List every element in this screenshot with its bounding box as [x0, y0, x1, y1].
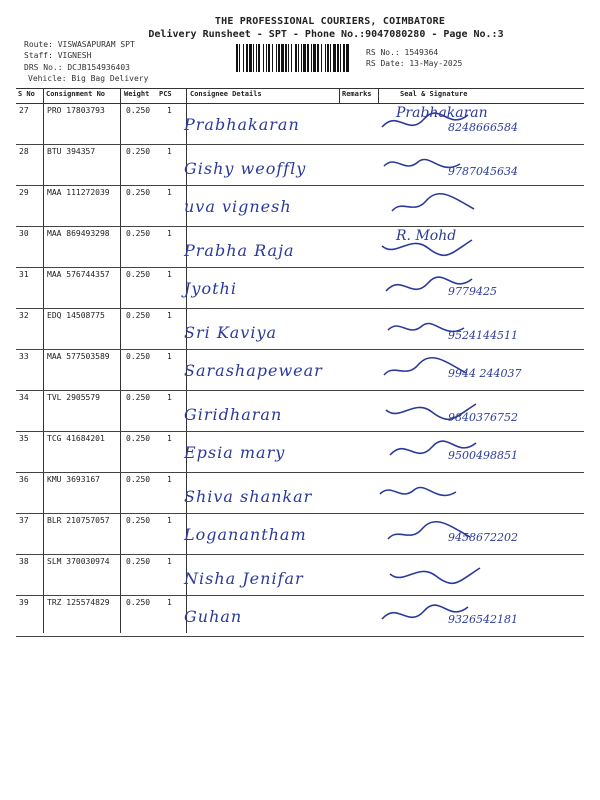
- col-consignee: Consignee Details: [190, 90, 262, 98]
- barcode-bar: [272, 44, 273, 72]
- col-sno: S No: [18, 90, 35, 98]
- consignment-number: MAA 577503589: [47, 352, 110, 361]
- barcode-bar: [321, 44, 322, 72]
- signature-phone: 8248666584: [448, 121, 518, 134]
- consignee-name: Sri Kaviya: [184, 323, 278, 342]
- col-consignment: Consignment No: [46, 90, 106, 98]
- delivery-table: [16, 88, 584, 633]
- table-row: [16, 226, 584, 268]
- weight-value: 0.250: [126, 188, 151, 197]
- pcs-value: 1: [167, 188, 172, 197]
- serial-number: 37: [19, 516, 29, 525]
- barcode-bar: [327, 44, 329, 72]
- signature-phone: 9524144511: [448, 329, 518, 342]
- consignee-name: Prabha Raja: [184, 241, 295, 260]
- col-remarks: Remarks: [342, 90, 372, 98]
- table-row: [16, 267, 584, 309]
- consignment-number: SLM 370030974: [47, 557, 110, 566]
- table-row: [16, 185, 584, 227]
- barcode-bar: [303, 44, 306, 72]
- consignment-number: TVL 2905579: [47, 393, 100, 402]
- col-pcs: PCS: [159, 90, 172, 98]
- consignment-number: BTU 394357: [47, 147, 96, 156]
- pcs-value: 1: [167, 352, 172, 361]
- rs-date: RS Date: 13-May-2025: [366, 59, 463, 68]
- col-weight: Weight: [124, 90, 150, 98]
- signature-stroke: [392, 194, 474, 211]
- pcs-value: 1: [167, 393, 172, 402]
- serial-number: 29: [19, 188, 29, 197]
- signature-phone: 9326542181: [448, 613, 518, 626]
- consignment-number: TCG 41684201: [47, 434, 105, 443]
- pcs-value: 1: [167, 598, 172, 607]
- pcs-value: 1: [167, 311, 172, 320]
- divider: [339, 89, 340, 103]
- barcode-bar: [236, 44, 238, 72]
- barcode-bar: [256, 44, 257, 72]
- serial-number: 27: [19, 106, 29, 115]
- pcs-value: 1: [167, 270, 172, 279]
- weight-value: 0.250: [126, 393, 151, 402]
- consignee-name: Gishy weoffly: [184, 159, 307, 178]
- barcode-bar: [288, 44, 289, 72]
- signature-phone: 9458672202: [448, 531, 518, 544]
- serial-number: 36: [19, 475, 29, 484]
- serial-number: 30: [19, 229, 29, 238]
- weight-value: 0.250: [126, 352, 151, 361]
- consignment-number: PRO 17803793: [47, 106, 105, 115]
- pcs-value: 1: [167, 557, 172, 566]
- barcode-bar: [307, 44, 309, 72]
- consignee-name: Jyothi: [184, 279, 237, 298]
- serial-number: 33: [19, 352, 29, 361]
- runsheet-subtitle: Delivery Runsheet - SPT - Phone No.:9047080280 - Page No.:3: [148, 29, 504, 40]
- weight-value: 0.250: [126, 557, 151, 566]
- barcode-bar: [346, 44, 349, 72]
- route-info: Route: VISWASAPURAM SPT: [24, 40, 135, 49]
- signature-scribble: [378, 476, 478, 508]
- barcode-bar: [298, 44, 299, 72]
- company-title: THE PROFESSIONAL COURIERS, COIMBATORE: [214, 16, 446, 27]
- signature-text: Prabhakaran: [396, 105, 488, 121]
- signature-phone: 9500498851: [448, 449, 518, 462]
- barcode-bar: [333, 44, 336, 72]
- pcs-value: 1: [167, 516, 172, 525]
- serial-number: 39: [19, 598, 29, 607]
- signature-phone: 9779425: [448, 285, 497, 298]
- staff-info: Staff: VIGNESH: [24, 51, 92, 60]
- weight-value: 0.250: [126, 516, 151, 525]
- pcs-value: 1: [167, 147, 172, 156]
- pcs-value: 1: [167, 106, 172, 115]
- consignment-number: BLR 210757057: [47, 516, 110, 525]
- table-row: [16, 308, 584, 350]
- serial-number: 34: [19, 393, 29, 402]
- table-row: [16, 349, 584, 391]
- consignee-name: Prabhakaran: [184, 115, 300, 134]
- barcode-bar: [301, 44, 302, 72]
- barcode-bar: [253, 44, 254, 72]
- barcode-bar: [330, 44, 331, 72]
- pcs-value: 1: [167, 229, 172, 238]
- consignment-number: MAA 869493298: [47, 229, 110, 238]
- consignee-name: Shiva shankar: [184, 487, 313, 506]
- table-row: [16, 103, 584, 145]
- consignment-number: TRZ 125574829: [47, 598, 110, 607]
- table-header: [16, 89, 584, 104]
- barcode-bar: [276, 44, 277, 72]
- serial-number: 31: [19, 270, 29, 279]
- divider: [378, 89, 379, 103]
- barcode-bar: [295, 44, 297, 72]
- barcode-bar: [246, 44, 248, 72]
- table-row: [16, 513, 584, 555]
- barcode-bar: [239, 44, 240, 72]
- barcode-bar: [278, 44, 280, 72]
- vehicle-info: Vehicle: Big Bag Delivery: [28, 74, 149, 83]
- table-row: [16, 144, 584, 186]
- consignment-number: MAA 111272039: [47, 188, 110, 197]
- weight-value: 0.250: [126, 147, 151, 156]
- barcode-bar: [343, 44, 345, 72]
- signature-phone: 9944 244037: [448, 367, 522, 380]
- blank-area: [0, 560, 600, 800]
- weight-value: 0.250: [126, 475, 151, 484]
- signature-text: R. Mohd: [396, 228, 457, 244]
- barcode-bar: [249, 44, 252, 72]
- weight-value: 0.250: [126, 434, 151, 443]
- pcs-value: 1: [167, 434, 172, 443]
- consignment-number: MAA 576744357: [47, 270, 110, 279]
- barcode-bar: [263, 44, 264, 72]
- barcode-bar: [285, 44, 287, 72]
- weight-value: 0.250: [126, 106, 151, 115]
- table-row: [16, 472, 584, 514]
- weight-value: 0.250: [126, 270, 151, 279]
- barcode-bar: [268, 44, 270, 72]
- barcode-bar: [317, 44, 319, 72]
- consignment-number: EDQ 14508775: [47, 311, 105, 320]
- weight-value: 0.250: [126, 311, 151, 320]
- consignment-number: KMU 3693167: [47, 475, 100, 484]
- barcode-bar: [291, 44, 292, 72]
- consignee-name: Giridharan: [184, 405, 283, 424]
- barcode-bar: [281, 44, 284, 72]
- barcode-bar: [325, 44, 326, 72]
- barcode-bar: [243, 44, 244, 72]
- signature-stroke: [380, 487, 456, 495]
- signature-phone: 9840376752: [448, 411, 518, 424]
- rs-number: RS No.: 1549364: [366, 48, 439, 57]
- signature-phone: 9787045634: [448, 165, 518, 178]
- serial-number: 32: [19, 311, 29, 320]
- consignee-name: Nisha Jenifar: [184, 569, 304, 588]
- consignee-name: Epsia mary: [184, 443, 286, 462]
- serial-number: 38: [19, 557, 29, 566]
- drs-info: DRS No.: DCJB154936403: [24, 63, 130, 72]
- table-row: [16, 390, 584, 432]
- serial-number: 35: [19, 434, 29, 443]
- weight-value: 0.250: [126, 229, 151, 238]
- consignee-name: Guhan: [184, 607, 243, 626]
- barcode-bar: [258, 44, 260, 72]
- table-row: [16, 431, 584, 473]
- signature-scribble: [386, 189, 486, 221]
- pcs-value: 1: [167, 475, 172, 484]
- barcode-bar: [311, 44, 312, 72]
- consignee-name: uva vignesh: [184, 197, 292, 216]
- barcode: [236, 44, 352, 72]
- consignee-name: Sarashapewear: [184, 361, 323, 380]
- barcode-bar: [266, 44, 267, 72]
- weight-value: 0.250: [126, 598, 151, 607]
- col-seal-signature: Seal & Signature: [400, 90, 468, 98]
- barcode-bar: [337, 44, 339, 72]
- consignee-name: Loganantham: [184, 525, 307, 544]
- barcode-bar: [340, 44, 341, 72]
- serial-number: 28: [19, 147, 29, 156]
- barcode-bar: [313, 44, 316, 72]
